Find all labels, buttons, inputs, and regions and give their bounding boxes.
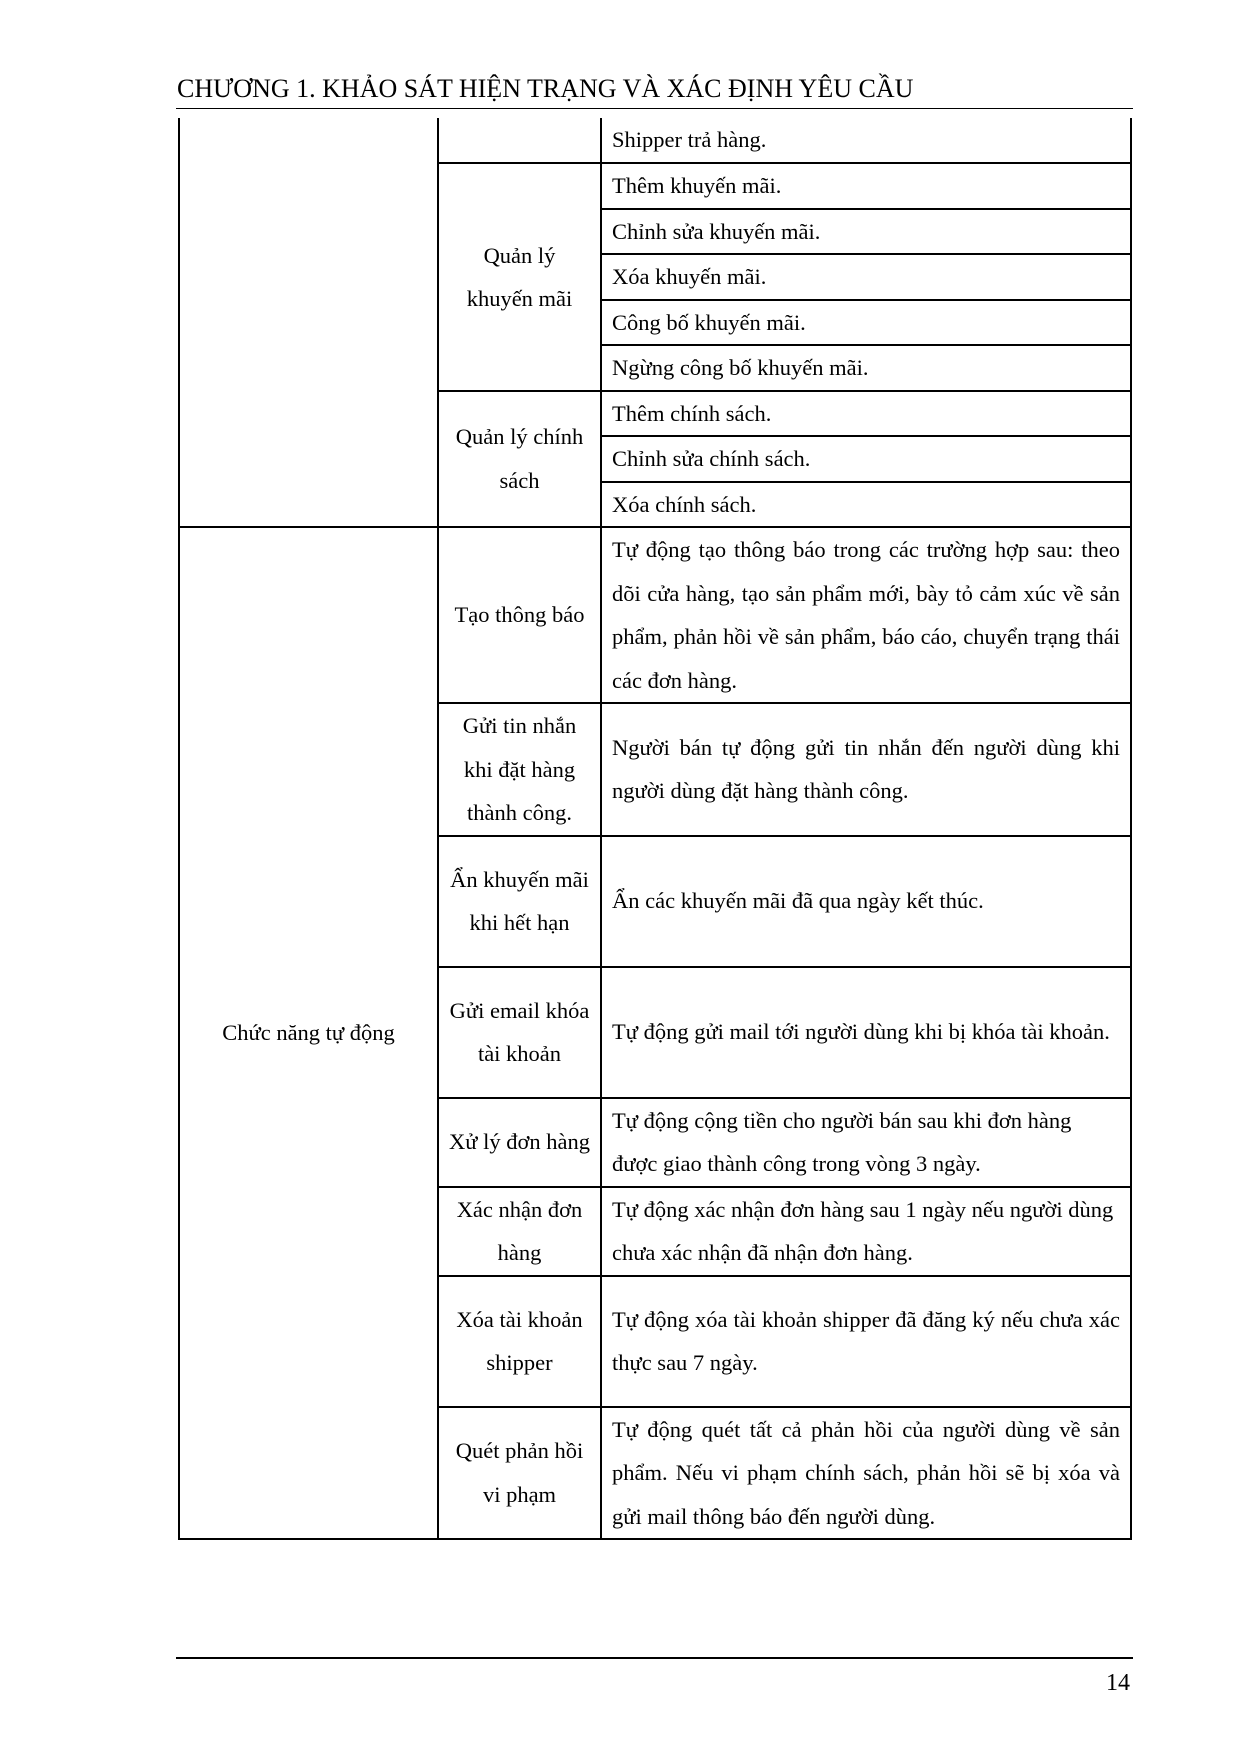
feature-cell: Xóa tài khoản shipper <box>438 1276 601 1407</box>
description-cell: Xóa khuyến mãi. <box>601 254 1131 300</box>
description-cell: Tự động xóa tài khoản shipper đã đăng ký nếu chưa xác thực sau 7 ngày. <box>601 1276 1131 1407</box>
description-cell: Chỉnh sửa chính sách. <box>601 436 1131 482</box>
feature-cell: Ẩn khuyến mãi khi hết hạn <box>438 836 601 967</box>
description-cell: Ẩn các khuyến mãi đã qua ngày kết thúc. <box>601 836 1131 967</box>
description-cell: Tự động quét tất cả phản hồi của người dùng về sản phẩm. Nếu vi phạm chính sách, phản hồi sẽ bị xóa và gửi mail thông báo đến người dùng. <box>601 1407 1131 1540</box>
description-cell: Chỉnh sửa khuyến mãi. <box>601 209 1131 255</box>
feature-table <box>178 118 1132 1540</box>
description-cell: Công bố khuyến mãi. <box>601 300 1131 346</box>
section-cell-continued <box>179 118 438 527</box>
feature-cell-continued <box>438 118 601 163</box>
description-cell: Tự động cộng tiền cho người bán sau khi đơn hàng được giao thành công trong vòng 3 ngày. <box>601 1098 1131 1187</box>
description-cell: Xóa chính sách. <box>601 482 1131 528</box>
page-number: 14 <box>1106 1670 1130 1696</box>
feature-cell: Gửi tin nhắn khi đặt hàng thành công. <box>438 703 601 836</box>
feature-cell: Quét phản hồi vi phạm <box>438 1407 601 1540</box>
feature-cell: Tạo thông báo <box>438 527 601 703</box>
feature-cell: Xử lý đơn hàng <box>438 1098 601 1187</box>
description-cell: Thêm chính sách. <box>601 391 1131 437</box>
description-cell: Tự động xác nhận đơn hàng sau 1 ngày nếu người dùng chưa xác nhận đã nhận đơn hàng. <box>601 1187 1131 1276</box>
feature-cell-promo: Quản lý khuyến mãi <box>438 163 601 391</box>
table-row <box>179 118 1131 163</box>
chapter-header-title: CHƯƠNG 1. KHẢO SÁT HIỆN TRẠNG VÀ XÁC ĐỊNH YÊU CẦU <box>177 74 914 103</box>
header-divider <box>176 108 1133 109</box>
feature-cell: Gửi email khóa tài khoản <box>438 967 601 1098</box>
footer-divider <box>176 1657 1133 1659</box>
table-row <box>179 527 1131 703</box>
description-cell: Ngừng công bố khuyến mãi. <box>601 345 1131 391</box>
description-cell: Tự động tạo thông báo trong các trường hợp sau: theo dõi cửa hàng, tạo sản phẩm mới, bày tỏ cảm xúc về sản phẩm, phản hồi về sản phẩm, báo cáo, chuyển trạng thái các đơn hàng. <box>601 527 1131 703</box>
description-cell: Người bán tự động gửi tin nhắn đến người dùng khi người dùng đặt hàng thành công. <box>601 703 1131 836</box>
description-cell: Shipper trả hàng. <box>601 118 1131 163</box>
feature-cell-policy: Quản lý chính sách <box>438 391 601 528</box>
section-cell-auto: Chức năng tự động <box>179 527 438 1539</box>
description-cell: Tự động gửi mail tới người dùng khi bị khóa tài khoản. <box>601 967 1131 1098</box>
feature-cell: Xác nhận đơn hàng <box>438 1187 601 1276</box>
description-cell: Thêm khuyến mãi. <box>601 163 1131 209</box>
